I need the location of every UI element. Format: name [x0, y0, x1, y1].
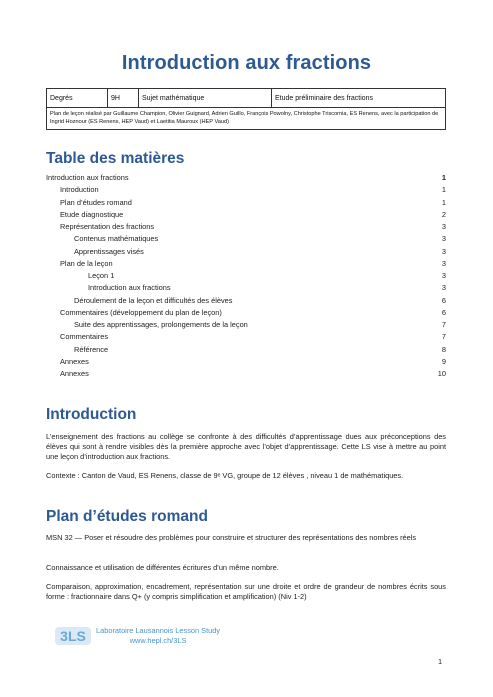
toc-entry-title: Commentaires — [60, 332, 109, 342]
toc-entry-title: Apprentissages visés — [74, 246, 144, 256]
toc-entry-title: Annexes — [60, 369, 89, 378]
toc-entry-page: 10 — [437, 369, 446, 378]
degres-value: 9H — [108, 89, 139, 108]
degres-label: Degrés — [47, 89, 108, 108]
toc-entry-page: 3 — [441, 246, 446, 256]
toc-entry-page: 7 — [441, 320, 446, 329]
toc-entry-title: Suite des apprentissages, prolongements de la leçon — [74, 320, 248, 329]
toc-entry[interactable] — [46, 295, 446, 307]
toc-entry[interactable] — [46, 172, 446, 184]
footer-line-2: www.hepl.ch/3LS — [129, 636, 187, 645]
toc-entry[interactable] — [46, 307, 446, 319]
plan-etudes-paragraph-2: Connaissance et utilisation de différentes écritures d’un même nombre. — [46, 563, 279, 572]
toc-entry-page: 6 — [441, 295, 446, 305]
toc-entry[interactable] — [46, 246, 446, 258]
document-title: Introduction aux fractions — [121, 52, 372, 74]
toc-entry-title: Référence — [74, 344, 109, 354]
toc-entry-title: Annexes — [60, 356, 89, 366]
toc-entry[interactable] — [46, 209, 446, 221]
toc-entry-page: 3 — [441, 234, 446, 244]
plan-etudes-paragraph-3: Comparaison, approximation, encadrement, représentation sur une droite et ordre de grandeur de nombres écrits sous forme : fractionnaire dans Q+ (y compris simplification et amplification) (Niv 1-2) — [46, 582, 446, 601]
toc-entry-page: 1 — [441, 185, 446, 195]
toc-entry[interactable] — [46, 319, 446, 331]
toc-entry-page: 3 — [441, 222, 446, 231]
introduction-paragraph-1: L’enseignement des fractions au collège se confronte à des difficultés d’apprentissage dues aux préconceptions des élèves qui sont à rendre visibles dès la première approche avec l’objet d’apprentissage. Cette LS vise à mettre au point une leçon d’introduction aux fractions. — [46, 432, 446, 461]
toc-entry-title: Représentation des fractions — [60, 222, 155, 231]
toc-entry[interactable] — [46, 184, 446, 196]
toc-entry[interactable] — [46, 282, 446, 294]
3ls-logo — [54, 626, 92, 646]
toc-entry[interactable] — [46, 368, 446, 380]
logo-text: 3LS — [60, 628, 86, 644]
toc-entry-page: 9 — [441, 356, 446, 366]
toc-entry[interactable] — [46, 233, 446, 245]
toc-entry-page: 3 — [441, 271, 446, 280]
plan-etudes-heading: Plan d’études romand — [46, 508, 208, 525]
toc-entry-title: Déroulement de la leçon et difficultés des élèves — [74, 295, 233, 305]
sujet-value: Etude préliminaire des fractions — [272, 89, 446, 108]
introduction-heading: Introduction — [46, 406, 137, 423]
footer-text — [96, 626, 220, 646]
toc-entry-title: Leçon 1 — [88, 271, 115, 280]
toc-entry[interactable] — [46, 197, 446, 209]
toc-heading: Table des matières — [46, 150, 185, 167]
toc-entry[interactable] — [46, 356, 446, 368]
introduction-paragraph-2: Contexte : Canton de Vaud, ES Renens, classe de 9ᵉ VG, groupe de 12 élèves , niveau 1 de mathématiques. — [46, 471, 404, 480]
info-table — [46, 88, 446, 130]
toc-entry[interactable] — [46, 221, 446, 233]
toc-entry-page: 8 — [441, 344, 446, 354]
toc-entry-page: 2 — [441, 209, 446, 219]
toc-entry-page: 1 — [441, 173, 446, 182]
page-number: 1 — [438, 657, 443, 666]
toc-entry-page: 6 — [441, 307, 446, 317]
toc-entry[interactable] — [46, 344, 446, 356]
toc-entry-page: 7 — [441, 332, 446, 342]
toc-entry[interactable] — [46, 270, 446, 282]
toc-entry-page: 1 — [441, 197, 446, 207]
toc-entry-title: Plan de la leçon — [60, 258, 113, 268]
plan-etudes-paragraph-1: MSN 32 — Poser et résoudre des problèmes pour construire et structurer des représentations des nombres réels — [46, 533, 417, 542]
toc-entry-title: Contenus mathématiques — [74, 234, 159, 244]
toc-entry-title: Introduction — [60, 185, 99, 195]
toc-entry-title: Introduction aux fractions — [46, 173, 129, 182]
toc-entry-page: 3 — [441, 283, 446, 293]
credits-cell: Plan de leçon réalisé par Guillaume Champion, Olivier Guignard, Adrien Guillo, François Powolny, Christophe Triscornia, ES Renens, avec la participation de Ingrid Hoznour (ES Renens, HEP Vaud) et Laetitia Mauroux (HEP Vaud) — [47, 108, 446, 130]
toc-entry-title: Plan d’études romand — [60, 197, 132, 207]
toc-entry-title: Commentaires (développement du plan de leçon) — [60, 307, 222, 317]
toc-entry-title: Introduction aux fractions — [88, 283, 171, 293]
toc-entry[interactable] — [46, 258, 446, 270]
toc-entry-page: 3 — [441, 258, 446, 268]
toc-entry-title: Etude diagnostique — [60, 209, 124, 219]
footer-line-1: Laboratoire Lausannois Lesson Study — [96, 626, 221, 635]
toc-entry[interactable] — [46, 331, 446, 343]
table-of-contents — [46, 172, 446, 380]
sujet-label: Sujet mathématique — [139, 89, 272, 108]
